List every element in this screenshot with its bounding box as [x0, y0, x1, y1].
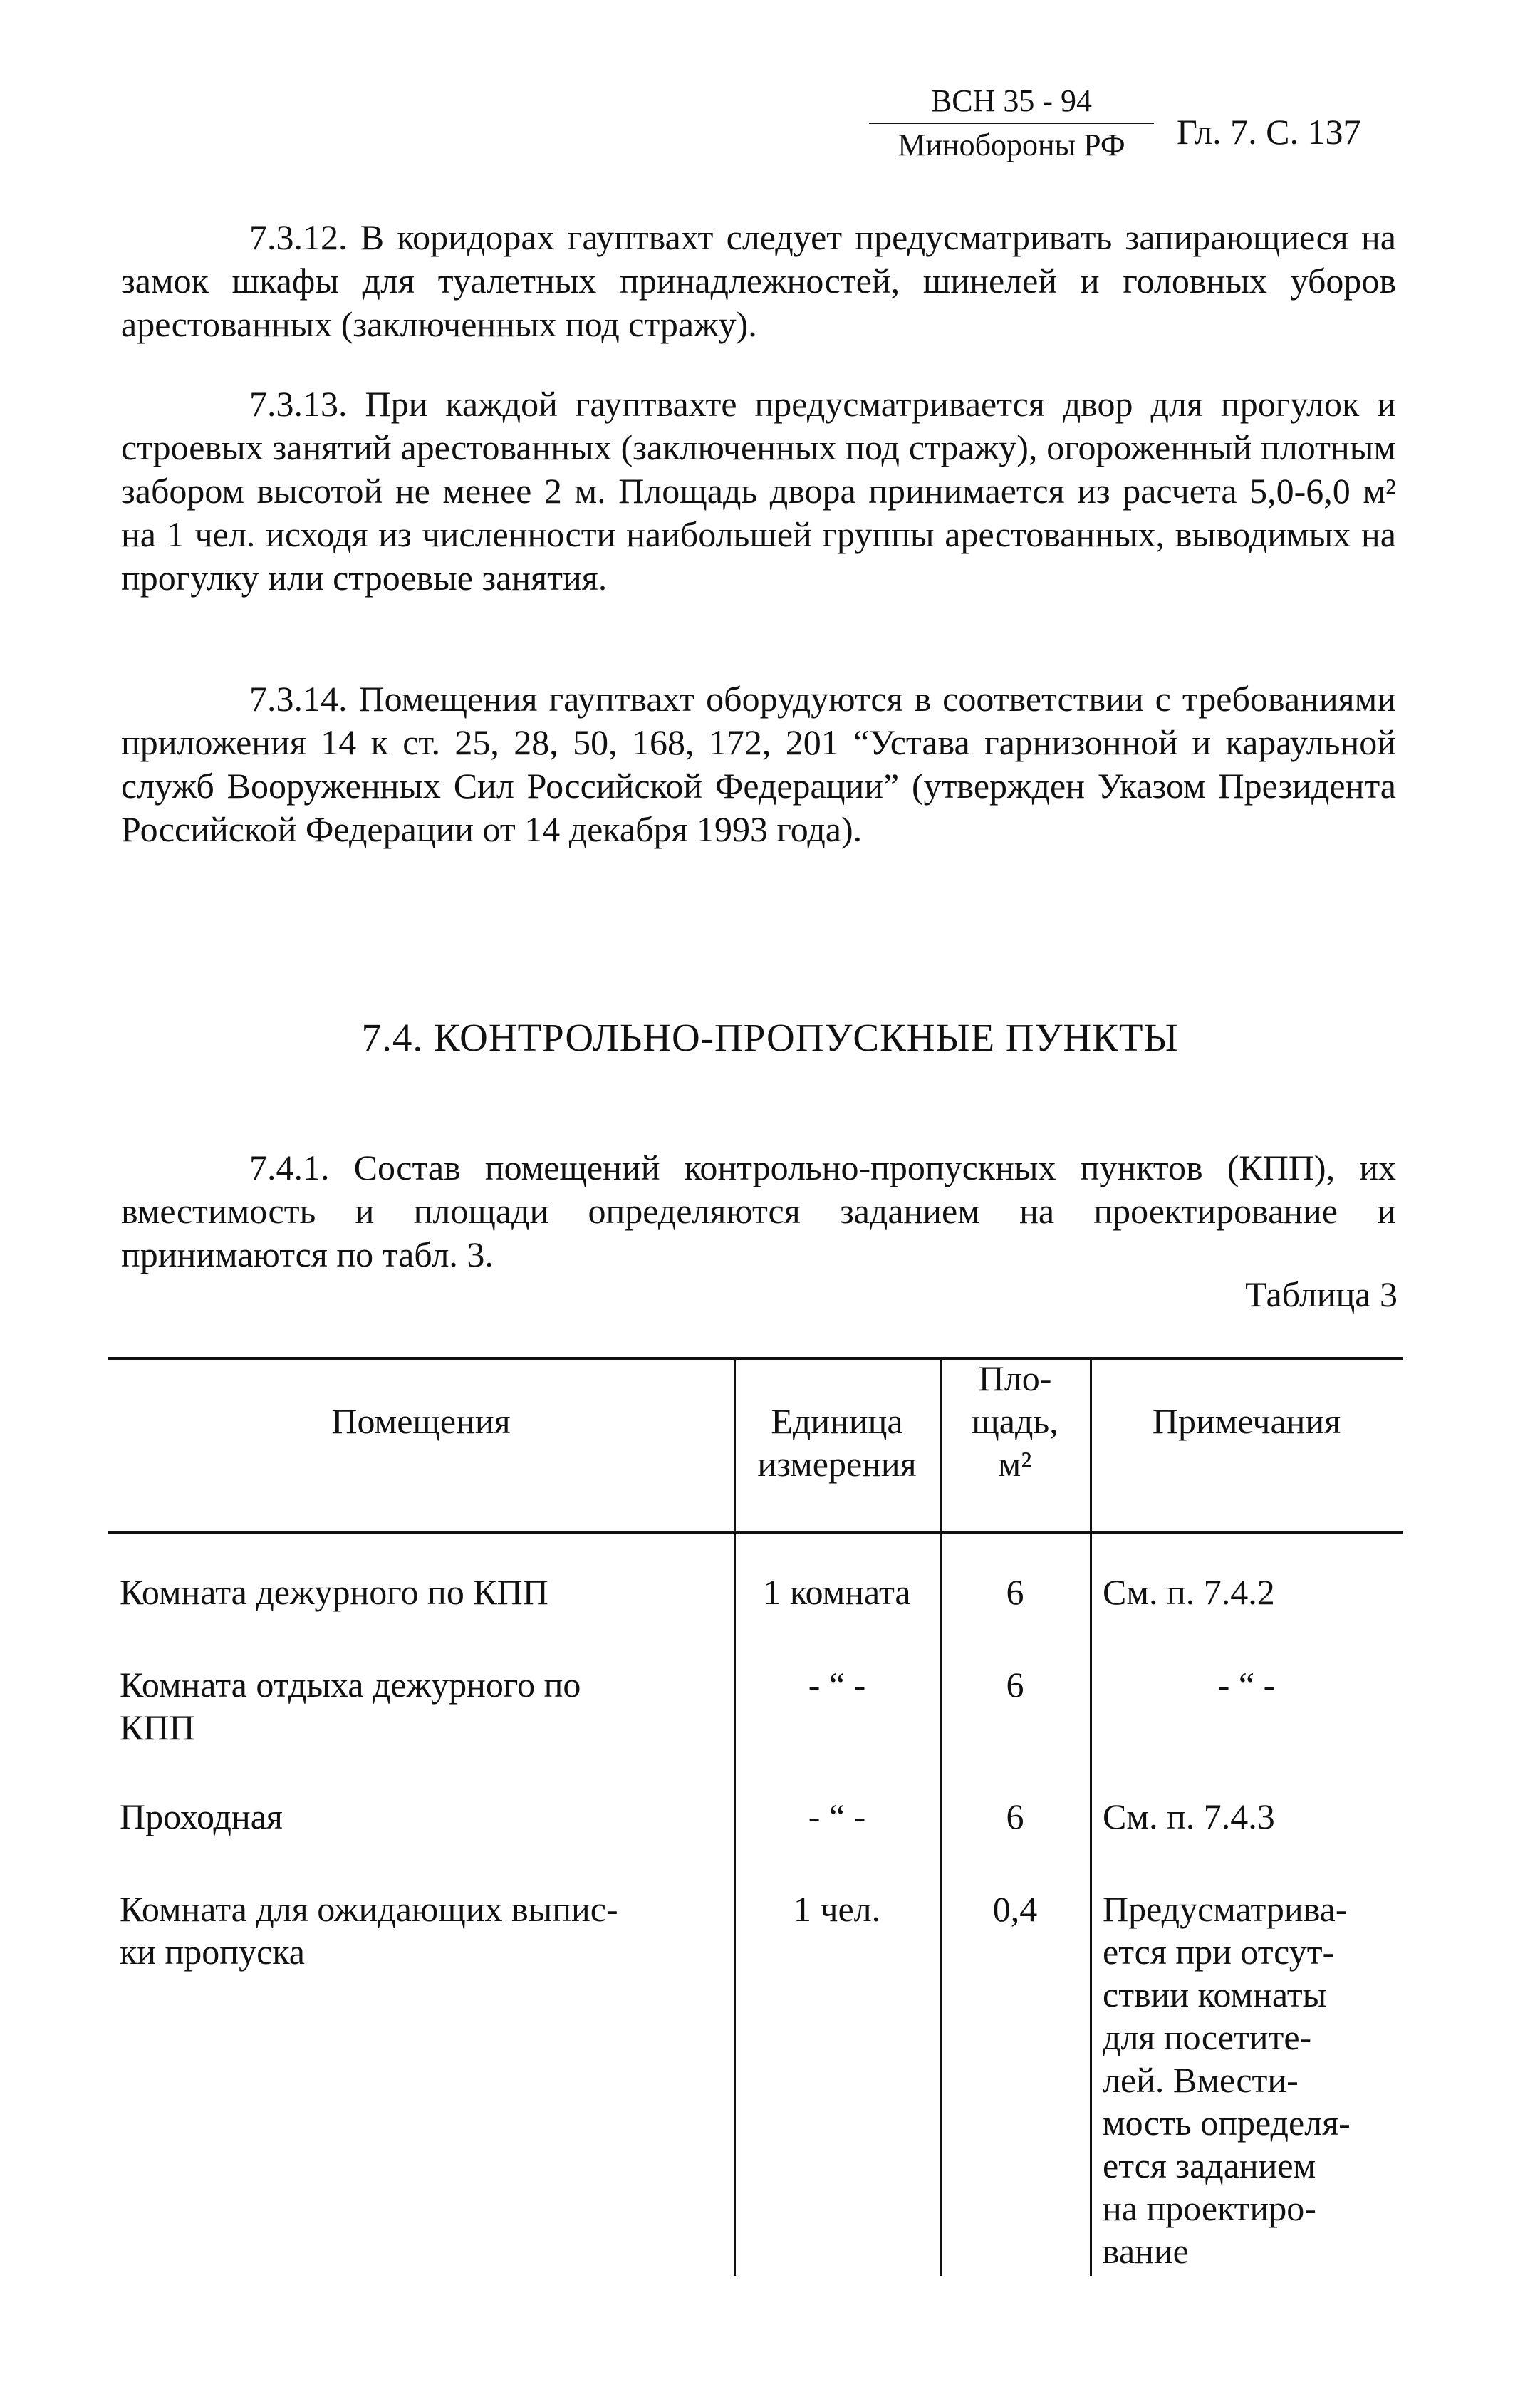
- note-line: ется заданием: [1103, 2146, 1316, 2185]
- paragraph-text: Помещения гауптвахт оборудуются в соответствии с требованиями приложения 14 к ст. 25, 28, 50, 168, 172, 201 “Устава гарнизонной и караульной служб Вооруженных Сил Российской Федерации” (утвержден Указом Президента Российской Федерации от 14 декабря 1993 года).: [121, 679, 1396, 849]
- paragraph-text: Состав помещений контрольно-пропускных пунктов (КПП), их вместимость и площади определяются заданием на проектирование и принимаются по табл. 3.: [121, 1148, 1396, 1274]
- paragraph-number: 7.3.14.: [249, 679, 348, 719]
- table-row: [120, 1571, 725, 1613]
- table-row: [120, 1795, 725, 1838]
- note-line: на проектиро-: [1103, 2188, 1316, 2228]
- unit-cell: - “ -: [808, 1665, 866, 1705]
- area-cell: 6: [1006, 1572, 1024, 1612]
- room-name: Комната для ожидающих выпис-: [120, 1889, 618, 1929]
- paragraph-7-3-14: [121, 677, 1396, 851]
- note-line: ется при отсут-: [1103, 1932, 1335, 1972]
- note-line: ствии комнаты: [1103, 1975, 1327, 2014]
- header-area-line: щадь,: [972, 1401, 1058, 1441]
- table-row: [120, 1663, 725, 1749]
- paragraph-text: При каждой гауптвахте предусматривается двор для прогулок и строевых занятий арестованных (заключенных под стражу), огороженный плотным забором высотой не менее 2 м. Площадь двора принимается из расчета 5,0-6,0 м² на 1 чел. исходя из численности наибольшей группы арестованных, выводимых на прогулку или строевые занятия.: [121, 384, 1396, 598]
- header-area-line: Пло-: [978, 1358, 1052, 1398]
- paragraph-number: 7.3.12.: [249, 217, 348, 257]
- room-name: Проходная: [120, 1796, 283, 1836]
- unit-cell: 1 комната: [763, 1572, 911, 1612]
- area-cell: 6: [1006, 1796, 1024, 1836]
- note-line: для посетите-: [1103, 2017, 1312, 2057]
- room-name-cont: КПП: [120, 1707, 195, 1747]
- paragraph-7-4-1: [121, 1146, 1396, 1276]
- ministry: Минобороны РФ: [898, 128, 1125, 162]
- note-line: лей. Вмести-: [1103, 2060, 1299, 2100]
- note-cell: См. п. 7.4.2: [1103, 1572, 1275, 1612]
- header-unit: [734, 1400, 940, 1485]
- paragraph-text: В коридорах гауптвахт следует предусматривать запирающиеся на замок шкафы для туалетных принадлежностей, шинелей и головных уборов арестованных (заключенных под стражу).: [121, 217, 1396, 344]
- page-header: [869, 85, 1410, 171]
- document-code: [869, 85, 1154, 161]
- note-line: вание: [1103, 2231, 1189, 2271]
- header-area: [940, 1357, 1090, 1485]
- table-row: [120, 1888, 725, 1973]
- room-name-cont: ки пропуска: [120, 1932, 305, 1972]
- room-name: Комната отдыха дежурного по: [120, 1665, 581, 1705]
- header-unit-line: Единица: [771, 1401, 903, 1441]
- column-divider: [1090, 1357, 1092, 2276]
- paragraph-number: 7.4.1.: [249, 1148, 330, 1187]
- room-name: Комната дежурного по КПП: [120, 1572, 548, 1612]
- note-cell: - “ -: [1217, 1665, 1276, 1705]
- table-caption: Таблица 3: [1245, 1274, 1398, 1314]
- unit-cell: 1 чел.: [793, 1889, 881, 1929]
- area-cell: 6: [1006, 1665, 1024, 1705]
- header-area-line: м²: [998, 1444, 1032, 1484]
- section-title: 7.4. КОНТРОЛЬНО-ПРОПУСКНЫЕ ПУНКТЫ: [361, 1016, 1179, 1059]
- paragraph-7-3-12: [121, 216, 1396, 346]
- paragraph-7-3-13: [121, 383, 1396, 600]
- note-line: мость определя-: [1103, 2103, 1351, 2143]
- table-top-rule: [108, 1357, 1403, 1360]
- header-notes: Примечания: [1152, 1401, 1341, 1441]
- area-cell: 0,4: [992, 1889, 1038, 1929]
- note-cell: См. п. 7.4.3: [1103, 1796, 1275, 1836]
- header-unit-line: измерения: [757, 1444, 917, 1484]
- note-line: Предусматрива-: [1103, 1889, 1348, 1929]
- paragraph-number: 7.3.13.: [249, 384, 348, 424]
- note-cell: [1103, 1888, 1402, 2272]
- table-header-rule: [108, 1531, 1403, 1534]
- doc-code: ВСН 35 - 94: [869, 85, 1154, 124]
- unit-cell: - “ -: [808, 1796, 866, 1836]
- page-reference: Гл. 7. С. 137: [1177, 112, 1361, 152]
- header-rooms: Помещения: [331, 1401, 511, 1441]
